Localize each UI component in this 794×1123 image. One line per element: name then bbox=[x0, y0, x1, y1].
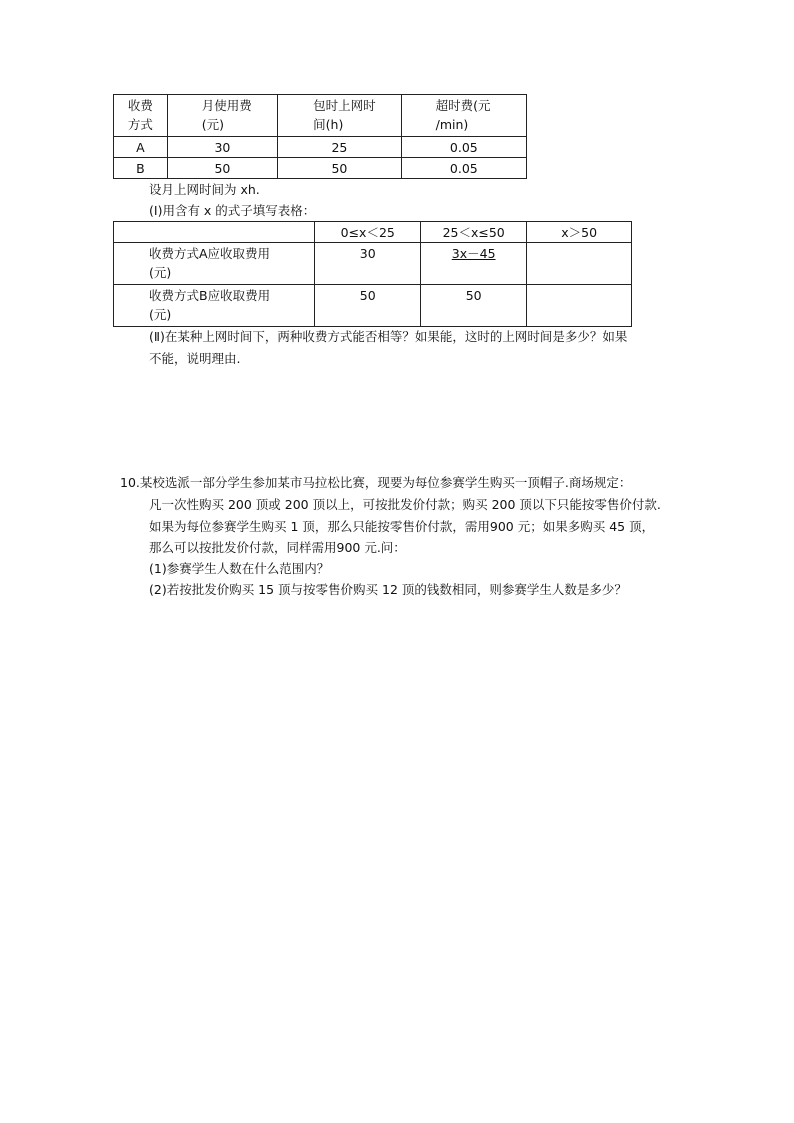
table-row bbox=[114, 158, 527, 179]
header-cell-overtime-fee: 超时费(元 /min) bbox=[401, 95, 526, 137]
table-cell: 30 bbox=[167, 137, 277, 158]
table-header-row bbox=[114, 95, 527, 137]
table-cell: 0.05 bbox=[401, 137, 526, 158]
part2-line-1: (Ⅱ)在某种上网时间下，两种收费方式能否相等？如果能，这时的上网时间是多少？如果 bbox=[149, 329, 628, 344]
question-10-sub-2: (2)若按批发价购买 15 顶与按零售价购买 12 顶的钱数相同，则参赛学生人数是多少？ bbox=[149, 582, 627, 597]
table-cell: 50 bbox=[167, 158, 277, 179]
row-label-method-a: 收费方式A应收取费用 (元) bbox=[114, 243, 315, 285]
table-cell: 25 bbox=[278, 137, 401, 158]
table-cell bbox=[421, 243, 527, 285]
table-cell: 50 bbox=[315, 285, 421, 327]
table-row bbox=[114, 137, 527, 158]
fill-in-table bbox=[113, 221, 632, 327]
fee-table bbox=[113, 94, 527, 179]
table-cell bbox=[527, 243, 632, 285]
table-header-row bbox=[114, 222, 632, 243]
table-cell: B bbox=[114, 158, 168, 179]
table-cell: A bbox=[114, 137, 168, 158]
table-row bbox=[114, 243, 632, 285]
table-cell bbox=[527, 285, 632, 327]
question-10-line-3: 如果为每位参赛学生购买 1 顶，那么只能按零售价付款，需用900 元；如果多购买 45 顶， bbox=[149, 519, 655, 534]
row-label-method-b: 收费方式B应收取费用 (元) bbox=[114, 285, 315, 327]
answer-text: 3x－45 bbox=[451, 246, 496, 261]
question-10-line-2: 凡一次性购买 200 顶或 200 顶以上，可按批发价付款；购买 200 顶以下只能按零售价付款. bbox=[149, 497, 661, 512]
question-10-line-4: 那么可以按批发价付款，同样需用900 元.问： bbox=[149, 540, 406, 555]
header-cell-range-1: 0≤x＜25 bbox=[315, 222, 421, 243]
header-cell-range-3: x＞50 bbox=[527, 222, 632, 243]
question-10-line-1: 10.某校选派一部分学生参加某市马拉松比赛，现要为每位参赛学生购买一顶帽子.商场规定： bbox=[120, 475, 632, 490]
table-cell: 30 bbox=[315, 243, 421, 285]
question-10-sub-1: (1)参赛学生人数在什么范围内？ bbox=[149, 561, 330, 576]
table-cell: 0.05 bbox=[401, 158, 526, 179]
header-cell-method: 收费 方式 bbox=[114, 95, 168, 137]
part2-line-2: 不能，说明理由. bbox=[149, 351, 241, 366]
header-cell-monthly-fee: 月使用费 (元) bbox=[167, 95, 277, 137]
header-cell-package-hours: 包时上网时 间(h) bbox=[278, 95, 401, 137]
header-cell-empty bbox=[114, 222, 315, 243]
part1-line: (Ⅰ)用含有 x 的式子填写表格： bbox=[149, 203, 316, 218]
table-row bbox=[114, 285, 632, 327]
table-cell: 50 bbox=[421, 285, 527, 327]
table-cell: 50 bbox=[278, 158, 401, 179]
intro-line: 设月上网时间为 xh. bbox=[149, 182, 260, 197]
header-cell-range-2: 25＜x≤50 bbox=[421, 222, 527, 243]
